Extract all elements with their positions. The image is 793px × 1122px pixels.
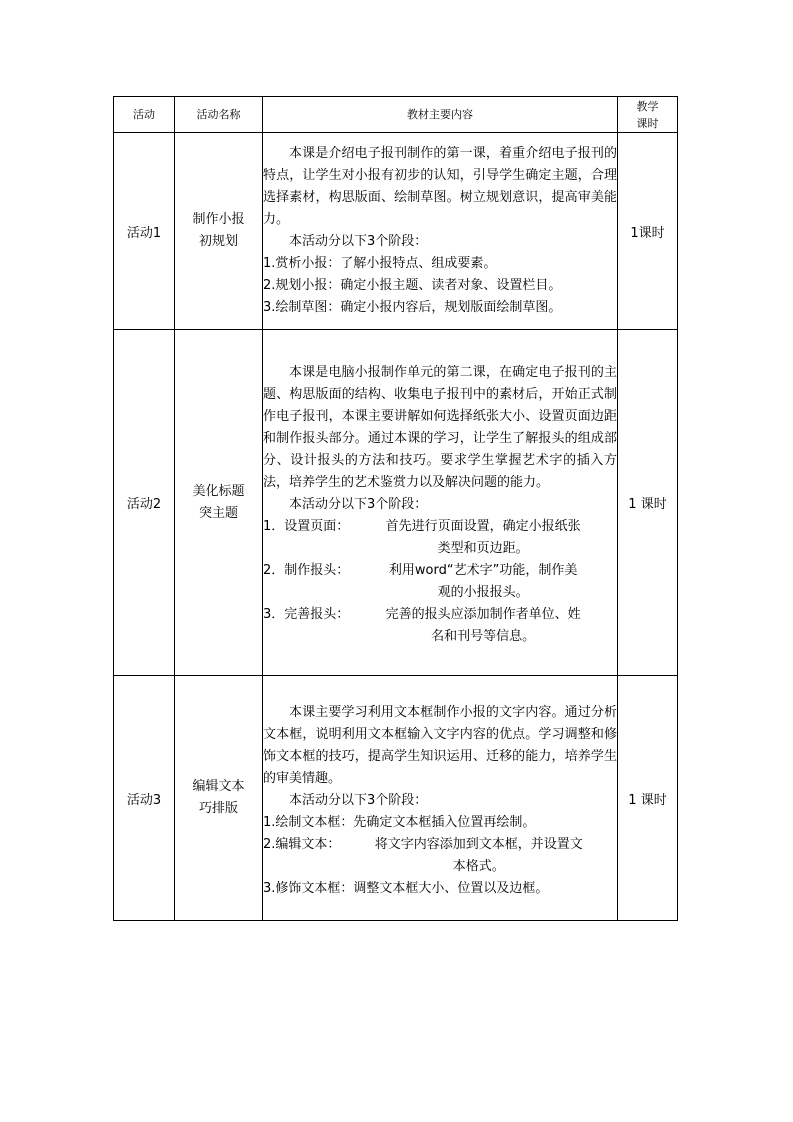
- stage-text-line1: 调整文本框大小、位置以及边框。: [353, 881, 549, 896]
- stage-item: [263, 834, 617, 878]
- stage-text-line1: 利用word“艺术字”功能，制作美: [388, 562, 578, 578]
- activity-name-line1: 美化标题: [192, 483, 245, 499]
- table-row: [114, 330, 678, 676]
- stage-number: 1.: [263, 256, 276, 271]
- activity-name-line2: 初规划: [198, 234, 238, 249]
- stage-item: [263, 812, 617, 834]
- activity-name-line1: 编辑文本: [192, 779, 245, 794]
- activity-cell: 活动1: [114, 133, 175, 330]
- stage-text: 规划小报：确定小报主题、读者对象、设置栏目。: [275, 278, 562, 293]
- table-row: [114, 676, 678, 921]
- stage-item: [263, 878, 617, 900]
- stage-label: 1．设置页面：: [263, 518, 350, 534]
- activity-cell: 活动2: [114, 330, 175, 676]
- activity-name-cell: [175, 676, 263, 921]
- stage-text: [349, 604, 617, 648]
- stage-label: 3．完善报头：: [263, 606, 350, 622]
- activity-name-line2: 突主题: [198, 505, 238, 521]
- stage-text: [353, 812, 617, 834]
- header-class-hours: [618, 97, 678, 133]
- stage-text: 赏析小报：了解小报特点、组成要素。: [275, 256, 497, 271]
- stage-item: [263, 297, 617, 319]
- stage-item: [263, 275, 617, 297]
- activity-name-cell: [175, 330, 263, 676]
- stage-label: 2．制作报头：: [263, 562, 350, 578]
- stage-label: 1.绘制文本框：: [263, 815, 354, 830]
- stages-title: 本活动分以下3个阶段：: [289, 496, 428, 512]
- stage-text-line1: 完善的报头应添加制作者单位、姓: [385, 606, 581, 622]
- stage-text: [349, 516, 617, 560]
- stage-label: 3.修饰文本框：: [263, 881, 354, 896]
- hours-cell: 1 课时: [618, 676, 678, 921]
- stage-item: [263, 560, 617, 604]
- activity-name-cell: [175, 133, 263, 330]
- stage-text-line2: 观的小报报头。: [437, 584, 529, 600]
- content-cell: [263, 676, 618, 921]
- content-cell: [263, 133, 618, 330]
- activity-name-line1: 制作小报: [192, 212, 245, 227]
- stage-label: 2.编辑文本：: [263, 837, 341, 852]
- activity-cell: 活动3: [114, 676, 175, 921]
- header-activity: 活动: [114, 97, 175, 133]
- content-intro: 本课是电脑小报制作单元的第二课，在确定电子报刊的主题、构思版面的结构、收集电子报刊中的素材后，开始正式制作电子报刊，本课主要讲解如何选择纸张大小、设置页面边距和制作报头部分。通过本课的学习，让学生了解报头的组成部分、设计报头的方法和技巧。要求学生掌握艺术字的插入方法，培养学生的艺术鉴赏力以及解决问题的能力。: [263, 364, 617, 490]
- stage-text: [349, 560, 617, 604]
- stage-text-line1: 将文字内容添加到文本框，并设置文: [374, 837, 583, 852]
- content-intro: 本课主要学习利用文本框制作小报的文字内容。通过分析文本框，说明利用文本框输入文字内容的优点。学习调整和修饰文本框的技巧，提高学生知识运用、迁移的能力，培养学生的审美情趣。: [263, 705, 617, 786]
- stage-text: [353, 878, 617, 900]
- stage-text: [340, 834, 617, 878]
- stage-number: 3.: [263, 300, 276, 315]
- stage-text-line2: 类型和页边距。: [437, 540, 529, 556]
- hours-cell: 1课时: [618, 133, 678, 330]
- lesson-plan-table: [113, 96, 678, 921]
- content-cell: [263, 330, 618, 676]
- stage-text: 绘制草图：确定小报内容后，规划版面绘制草图。: [275, 300, 562, 315]
- stage-item: [263, 253, 617, 275]
- activity-name-line2: 巧排版: [198, 801, 238, 816]
- stage-text-line1: 首先进行页面设置，确定小报纸张: [385, 518, 581, 534]
- stage-item: [263, 604, 617, 648]
- stage-text-line2: 名和刊号等信息。: [431, 628, 536, 644]
- content-intro: 本课是介绍电子报刊制作的第一课，着重介绍电子报刊的特点，让学生对小报有初步的认知，引导学生确定主题，合理选择素材，构思版面、绘制草图。树立规划意识，提高审美能力。: [263, 146, 617, 227]
- header-hours-line2: 课时: [636, 116, 659, 130]
- header-hours-line1: 教学: [636, 99, 659, 113]
- stage-text-line2: 本格式。: [452, 859, 505, 874]
- stages-title: 本活动分以下3个阶段：: [289, 234, 428, 249]
- header-row: [114, 97, 678, 133]
- stage-number: 2.: [263, 278, 276, 293]
- stages-title: 本活动分以下3个阶段：: [289, 793, 428, 808]
- stage-text-line1: 先确定文本框插入位置再绘制。: [353, 815, 536, 830]
- header-main-content: 教材主要内容: [263, 97, 618, 133]
- hours-cell: 1 课时: [618, 330, 678, 676]
- stage-item: [263, 516, 617, 560]
- header-activity-name: 活动名称: [175, 97, 263, 133]
- table-row: [114, 133, 678, 330]
